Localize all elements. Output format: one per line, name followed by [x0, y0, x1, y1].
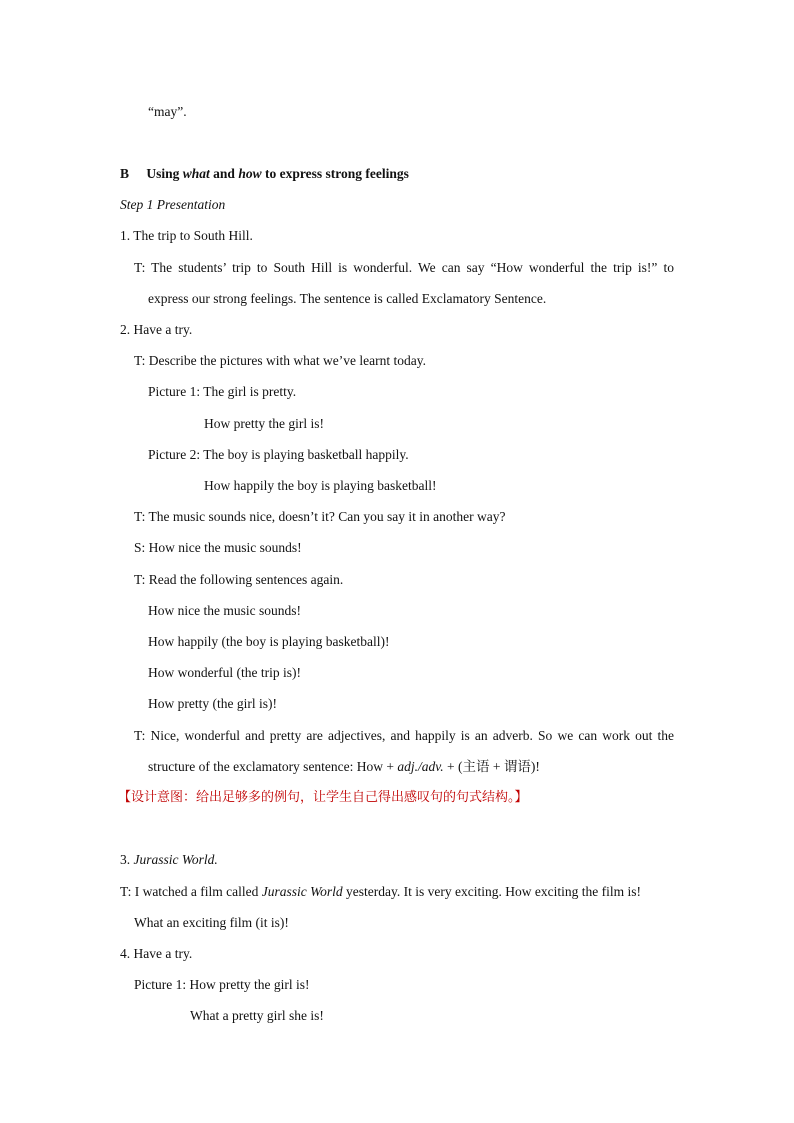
text-line: T: The students’ trip to South Hill is wonderful. We can say “How wonderful the trip is!” to — [134, 260, 674, 275]
text-line — [120, 884, 641, 900]
text-line — [148, 759, 540, 775]
heading-part: and — [209, 166, 239, 181]
text-line: Picture 2: The boy is playing basketball happily. — [148, 447, 409, 462]
heading-how: how — [238, 166, 262, 181]
text-line: Picture 1: The girl is pretty. — [148, 384, 297, 399]
text-part: + (主语 + 谓语)! — [443, 759, 540, 774]
heading-part: Using — [146, 166, 183, 181]
text-line: What a pretty girl she is! — [190, 1008, 324, 1023]
section-heading — [120, 166, 409, 182]
text-line: How pretty (the girl is)! — [148, 696, 277, 711]
text-line: Picture 1: How pretty the girl is! — [134, 977, 310, 992]
text-line: T: Read the following sentences again. — [134, 572, 344, 587]
design-intent-note: 【设计意图：给出足够多的例句，让学生自己得出感叹句的句式结构。】 — [118, 790, 528, 805]
text-italic: adj./adv. — [397, 759, 444, 774]
film-title: Jurassic World. — [133, 852, 218, 867]
text-line: T: Describe the pictures with what we’ve learnt today. — [134, 353, 426, 368]
text-line: How happily the boy is playing basketball! — [204, 478, 437, 493]
text-line: What an exciting film (it is)! — [134, 915, 289, 930]
text-line: How happily (the boy is playing basketball)! — [148, 634, 390, 649]
text-line: “may”. — [148, 104, 187, 119]
section-letter: B — [120, 166, 130, 181]
heading-part: to express strong feelings — [261, 166, 409, 181]
step-title: Step 1 Presentation — [120, 197, 226, 212]
list-item — [120, 852, 218, 868]
text-line: T: The music sounds nice, doesn’t it? Can you say it in another way? — [134, 509, 506, 524]
text-line: How wonderful (the trip is)! — [148, 665, 301, 680]
list-item: 2. Have a try. — [120, 322, 193, 337]
text-part: structure of the exclamatory sentence: How + — [148, 759, 398, 774]
film-title: Jurassic World — [261, 884, 343, 899]
text-line: S: How nice the music sounds! — [134, 540, 302, 555]
list-item: 4. Have a try. — [120, 946, 193, 961]
text-line: T: Nice, wonderful and pretty are adjectives, and happily is an adverb. So we can work out the — [134, 728, 674, 743]
text-line: How pretty the girl is! — [204, 416, 324, 431]
heading-what: what — [182, 166, 210, 181]
list-item: 1. The trip to South Hill. — [120, 228, 253, 243]
text-line: express our strong feelings. The sentence is called Exclamatory Sentence. — [148, 291, 547, 306]
text-part: yesterday. It is very exciting. How exciting the film is! — [342, 884, 641, 899]
text-part: T: I watched a film called — [120, 884, 262, 899]
text-line: How nice the music sounds! — [148, 603, 301, 618]
item-number: 3. — [120, 852, 134, 867]
